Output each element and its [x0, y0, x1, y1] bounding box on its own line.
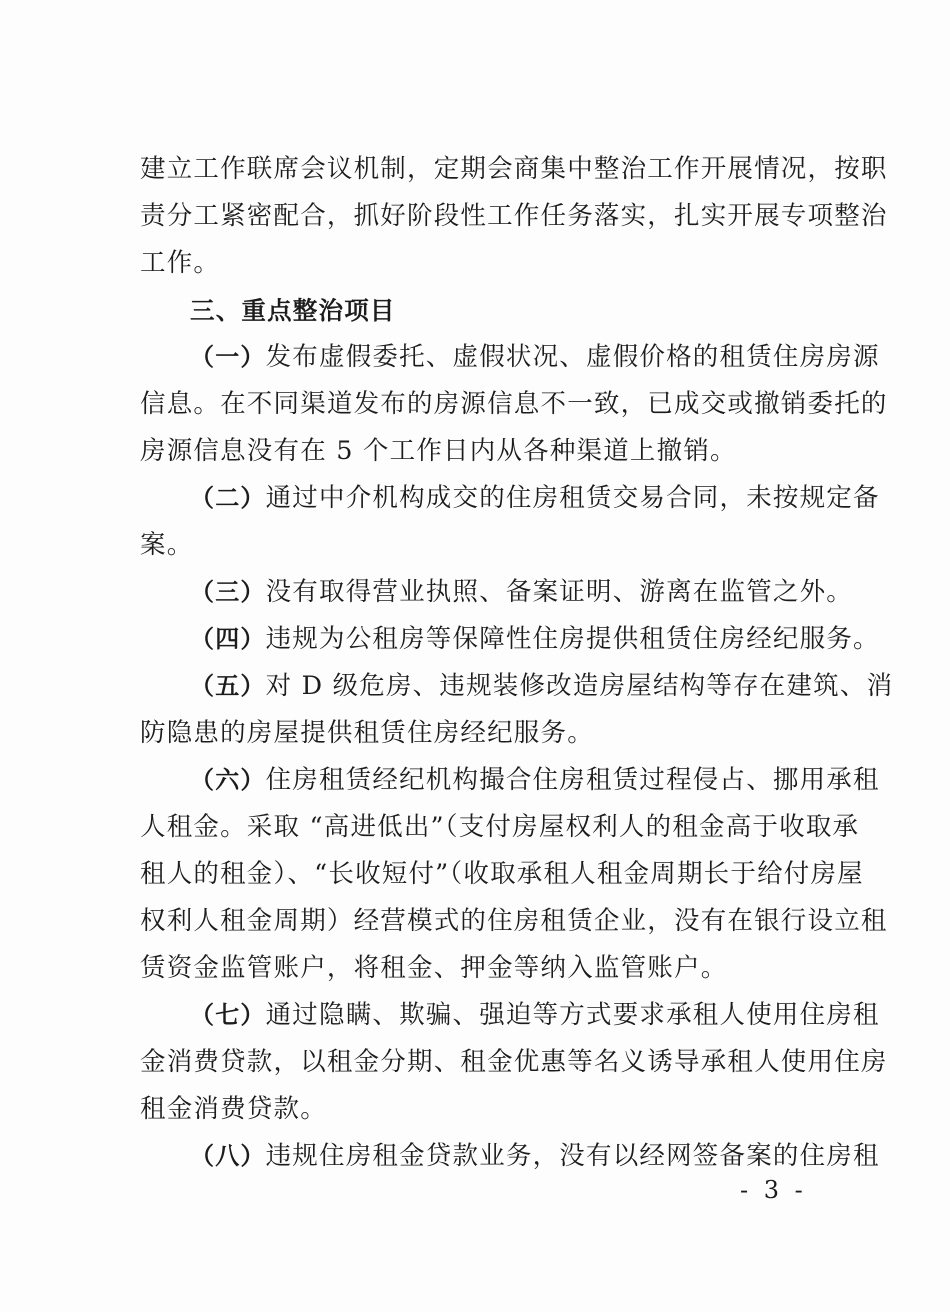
intro-paragraph — [140, 146, 888, 287]
item-7 — [140, 992, 888, 1133]
text-line: 建立工作联席会议机制，定期会商集中整治工作开展情况，按职 — [140, 154, 888, 184]
item-4 — [140, 616, 880, 663]
item-7-label: （七） — [190, 1001, 266, 1029]
item-3 — [140, 569, 854, 616]
text-line: 租金消费贷款。 — [140, 1094, 327, 1124]
text-line: 工作。 — [140, 248, 221, 278]
item-3-label: （三） — [190, 578, 266, 606]
section-heading — [140, 287, 805, 334]
item-6-text: 住房租赁经纪机构撮合住房租赁过程侵占、挪用承租 — [265, 765, 880, 795]
item-5-label: （五） — [190, 672, 266, 700]
text-line: 租人的租金）、“长收短付”（收取承租人租金周期长于给付房屋 — [140, 859, 864, 889]
item-8-text: 违规住房租金贷款业务，没有以经网签备案的住房租 — [265, 1141, 880, 1171]
text-line: 信息。在不同渠道发布的房源信息不一致，已成交或撤销委托的 — [140, 389, 888, 419]
item-1-text: 发布虚假委托、虚假状况、虚假价格的租赁住房房源 — [265, 342, 880, 372]
item-6 — [140, 757, 888, 992]
item-5-text: 对 D 级危房、违规装修改造房屋结构等存在建筑、消 — [265, 671, 894, 701]
page-number: - 3 - — [740, 1176, 807, 1204]
text-line: 赁资金监管账户，将租金、押金等纳入监管账户。 — [140, 953, 728, 983]
document-body — [140, 146, 894, 1180]
item-5 — [140, 663, 894, 757]
item-8 — [140, 1133, 880, 1180]
text-line: 金消费贷款，以租金分期、租金优惠等名义诱导承租人使用住房 — [140, 1047, 888, 1077]
text-line: 人租金。采取 “高进低出”（支付房屋权利人的租金高于收取承 — [140, 812, 860, 842]
item-1-label: （一） — [190, 343, 266, 371]
text-line: 房源信息没有在 5 个工作日内从各种渠道上撤销。 — [140, 436, 737, 466]
item-8-label: （八） — [190, 1142, 266, 1170]
item-7-text: 通过隐瞒、欺骗、强迫等方式要求承租人使用住房租 — [265, 1000, 880, 1030]
item-4-text: 违规为公租房等保障性住房提供租赁住房经纪服务。 — [265, 624, 880, 654]
text-line: 防隐患的房屋提供租赁住房经纪服务。 — [140, 718, 594, 748]
item-2-label: （二） — [190, 484, 266, 512]
item-1 — [140, 334, 888, 475]
text-line: 责分工紧密配合，抓好阶段性工作任务落实，扎实开展专项整治 — [140, 201, 888, 231]
section-heading-text: 三、重点整治项目 — [190, 296, 396, 325]
item-6-label: （六） — [190, 766, 266, 794]
item-2-text: 通过中介机构成交的住房租赁交易合同，未按规定备 — [265, 483, 880, 513]
item-2 — [140, 475, 880, 569]
text-line: 权利人租金周期）经营模式的住房租赁企业，没有在银行设立租 — [140, 906, 888, 936]
item-4-label: （四） — [190, 625, 266, 653]
item-3-text: 没有取得营业执照、备案证明、游离在监管之外。 — [265, 577, 854, 607]
text-line: 案。 — [140, 530, 194, 560]
